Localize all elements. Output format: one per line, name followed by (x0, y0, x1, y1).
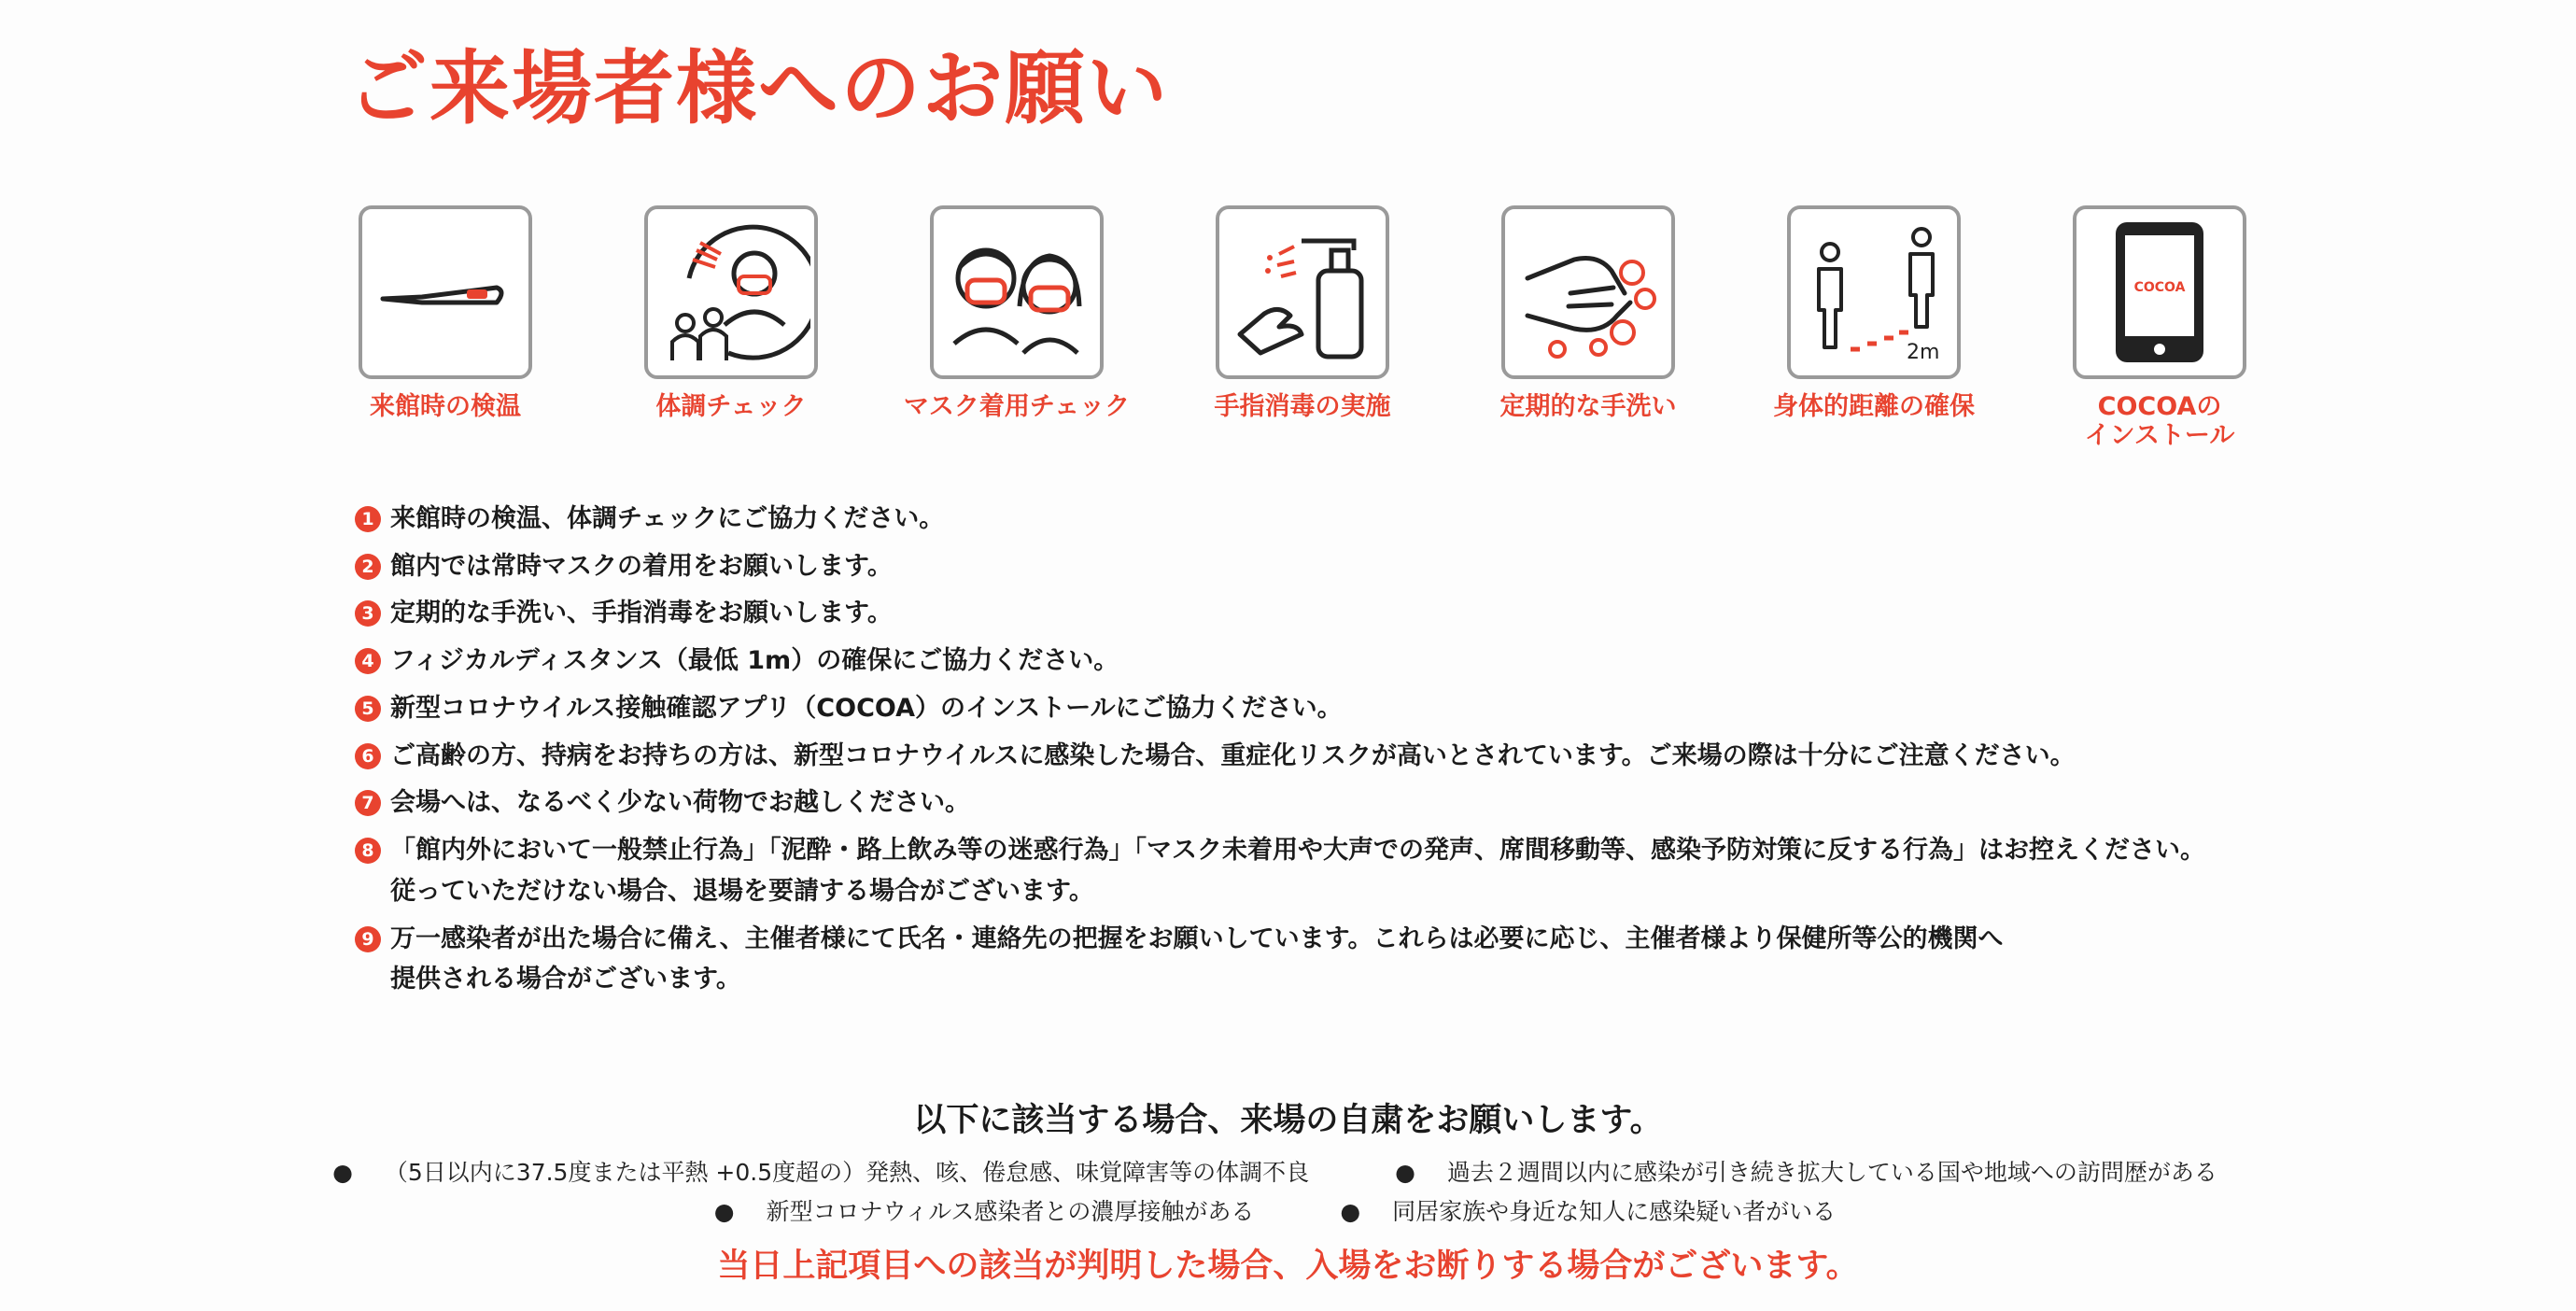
rule-number: 1 (355, 506, 381, 532)
mask-icon (937, 213, 1096, 372)
icon-card-health-check (633, 205, 829, 421)
icon-card-distance (1773, 205, 1975, 421)
rule-text: 来館時の検温、体調チェックにご協力ください。 (390, 504, 945, 533)
rule-text: フィジカルディスタンス（最低 1m）の確保にご協力ください。 (390, 646, 1119, 676)
health-check-icon (652, 213, 810, 372)
rule-number: 4 (355, 648, 381, 674)
rule-item (355, 830, 2278, 911)
page-title: ご来場者様へのお願い (347, 42, 1169, 135)
final-notice: 当日上記項目への該当が判明した場合、入場をお断りする場合がございます。 (717, 1248, 1859, 1285)
rule-number: 6 (355, 743, 381, 769)
bullet: ● (1340, 1198, 1361, 1225)
condition-row-2 (0, 1193, 2576, 1227)
icon-label: 来館時の検温 (370, 392, 521, 421)
icon-card-hand-wash (1490, 205, 1686, 421)
hand-wash-icon (1509, 213, 1668, 372)
icon-label: COCOAの インストール (2084, 392, 2235, 451)
icon-card-temperature (347, 205, 543, 421)
rule-item (355, 919, 2278, 1000)
rule-number: 8 (355, 838, 381, 864)
bullet: ● (1395, 1159, 1415, 1186)
condition-item: ● 過去２週間以内に感染が引き続き拡大している国や地域への訪問歴がある (1395, 1159, 2217, 1186)
rule-text: 「館内外において一般禁止行為」「泥酔・路上飲み等の迷惑行為」「マスク未着用や大声での発声、席間移動等、感染予防対策に反する行為」はお控えください。 従っていただけない場合、退場を要請する場合がございます。 (390, 836, 2205, 906)
condition-item: ● 新型コロナウィルス感染者との濃厚接触がある (713, 1198, 1255, 1225)
icon-label: 体調チェック (655, 392, 807, 421)
rules-list (355, 499, 2278, 1007)
bullet: ● (713, 1198, 735, 1225)
icon-card-cocoa (2062, 205, 2258, 450)
icon-card-mask (903, 205, 1131, 421)
social-distance-icon (1795, 213, 1953, 372)
rule-number: 2 (355, 554, 381, 580)
rule-item (355, 782, 2278, 824)
condition-item: ● 同居家族や身近な知人に感染疑い者がいる (1340, 1198, 1837, 1225)
condition-item: ● （5日以内に37.5度または平熱 +0.5度超の）発熱、咳、倦怠感、味覚障害等の体調不良 (332, 1159, 1310, 1186)
phone-app-icon (2080, 213, 2239, 372)
rule-item (355, 546, 2278, 587)
icon-row (347, 205, 2271, 467)
rule-text: 会場へは、なるべく少ない荷物でお越しください。 (390, 788, 970, 818)
rule-number: 9 (355, 926, 381, 952)
rule-item (355, 593, 2278, 634)
distance-text: 2m (1907, 341, 1940, 364)
rule-item (355, 736, 2278, 777)
rule-text: 万一感染者が出た場合に備え、主催者様にて氏名・連絡先の把握をお願いしています。これらは必要に応じ、主催者様より保健所等公的機関へ 提供される場合がございます。 (390, 923, 2004, 994)
thermometer-icon (366, 213, 525, 372)
condition-row-1 (0, 1154, 2576, 1188)
bullet: ● (332, 1159, 353, 1186)
self-restraint-heading: 以下に該当する場合、来場の自粛をお願いします。 (913, 1102, 1663, 1139)
icon-label: 身体的距離の確保 (1773, 392, 1975, 421)
rule-text: 定期的な手洗い、手指消毒をお願いします。 (390, 599, 893, 628)
rule-item (355, 499, 2278, 540)
rule-number: 5 (355, 696, 381, 722)
icon-label: 定期的な手洗い (1499, 392, 1677, 421)
icon-card-sanitizer (1204, 205, 1401, 421)
icon-label: 手指消毒の実施 (1214, 392, 1391, 421)
rule-item (355, 641, 2278, 682)
sanitizer-icon (1223, 213, 1382, 372)
rule-text: ご高齢の方、持病をお持ちの方は、新型コロナウイルスに感染した場合、重症化リスクが高いとされています。ご来場の際は十分にご注意ください。 (390, 740, 2076, 770)
rule-text: 館内では常時マスクの着用をお願いします。 (390, 551, 893, 581)
rule-item (355, 688, 2278, 729)
icon-label: マスク着用チェック (903, 392, 1131, 421)
cocoa-screen-text: COCOA (2133, 280, 2186, 295)
rule-number: 3 (355, 600, 381, 627)
rule-number: 7 (355, 790, 381, 816)
rule-text: 新型コロナウイルス接触確認アプリ（COCOA）のインストールにご協力ください。 (390, 693, 1343, 723)
